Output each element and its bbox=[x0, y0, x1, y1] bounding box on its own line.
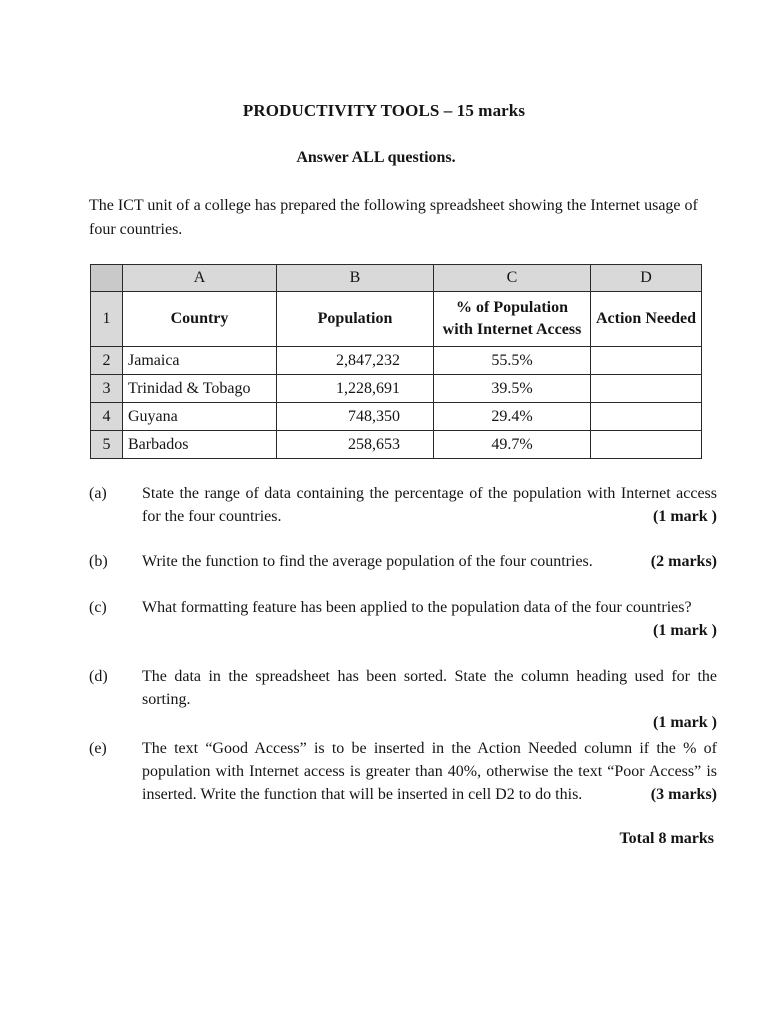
question-c-text: What formatting feature has been applied to the population data of the four countries? bbox=[142, 599, 692, 616]
internet-access-cell: 39.5% bbox=[434, 375, 591, 403]
question-e-text: The text “Good Access” is to be inserted in the Action Needed column if the % of population with Internet access is greater than 40%, otherwise the text “Poor Access” is inserted. Write the function that will be inserted in cell D2 to do this. bbox=[142, 740, 717, 803]
internet-access-heading-line2: with Internet Access bbox=[442, 321, 582, 338]
country-cell: Jamaica bbox=[123, 347, 277, 375]
question-b bbox=[89, 550, 717, 573]
question-letter: (d) bbox=[89, 668, 108, 685]
row-number: 5 bbox=[91, 431, 123, 459]
row-number: 4 bbox=[91, 403, 123, 431]
question-text bbox=[142, 482, 717, 528]
spreadsheet-table bbox=[90, 264, 702, 459]
question-marks: (1 mark ) bbox=[653, 508, 717, 525]
question-text bbox=[142, 737, 717, 806]
question-c bbox=[89, 596, 717, 642]
question-marks: (1 mark ) bbox=[653, 714, 717, 731]
action-needed-cell bbox=[591, 347, 702, 375]
corner-cell bbox=[91, 265, 123, 292]
table-row bbox=[91, 431, 702, 459]
action-needed-cell bbox=[591, 403, 702, 431]
action-needed-cell bbox=[591, 375, 702, 403]
question-letter: (a) bbox=[89, 485, 107, 502]
question-a-text: State the range of data containing the percentage of the population with Internet access for the four countries. bbox=[142, 485, 717, 525]
table-row bbox=[91, 347, 702, 375]
column-letter-b: B bbox=[277, 265, 434, 292]
question-text bbox=[142, 550, 717, 573]
action-needed-heading: Action Needed bbox=[591, 292, 702, 347]
page-title: PRODUCTIVITY TOOLS – 15 marks bbox=[242, 101, 526, 120]
column-letter-a: A bbox=[123, 265, 277, 292]
question-marks: (2 marks) bbox=[650, 553, 717, 570]
action-needed-cell bbox=[591, 431, 702, 459]
population-cell: 748,350 bbox=[277, 403, 434, 431]
column-letter-c: C bbox=[434, 265, 591, 292]
population-cell: 258,653 bbox=[277, 431, 434, 459]
question-text bbox=[142, 665, 717, 734]
question-b-text: Write the function to find the average population of the four countries. bbox=[142, 553, 593, 570]
population-cell: 2,847,232 bbox=[277, 347, 434, 375]
question-d-text: The data in the spreadsheet has been sorted. State the column heading used for the sorting. bbox=[142, 668, 717, 708]
row-number: 1 bbox=[91, 292, 123, 347]
question-text bbox=[142, 596, 717, 642]
internet-access-heading bbox=[434, 292, 591, 347]
row-number: 2 bbox=[91, 347, 123, 375]
label-row bbox=[91, 292, 702, 347]
question-e bbox=[89, 737, 717, 806]
total-marks: Total 8 marks bbox=[619, 830, 714, 847]
column-letter-row bbox=[91, 265, 702, 292]
question-a bbox=[89, 482, 717, 528]
population-heading: Population bbox=[277, 292, 434, 347]
question-marks: (1 mark ) bbox=[653, 622, 717, 639]
question-d bbox=[89, 665, 717, 734]
internet-access-cell: 49.7% bbox=[434, 431, 591, 459]
table-row bbox=[91, 375, 702, 403]
country-cell: Barbados bbox=[123, 431, 277, 459]
question-letter: (b) bbox=[89, 553, 108, 570]
instruction-heading: Answer ALL questions. bbox=[296, 149, 456, 166]
question-letter: (c) bbox=[89, 599, 107, 616]
country-cell: Trinidad & Tobago bbox=[123, 375, 277, 403]
question-letter: (e) bbox=[89, 740, 107, 757]
internet-access-heading-line1: % of Population bbox=[455, 299, 568, 316]
table-row bbox=[91, 403, 702, 431]
intro-paragraph: The ICT unit of a college has prepared the following spreadsheet showing the Internet usage of four countries. bbox=[89, 197, 698, 238]
column-letter-d: D bbox=[591, 265, 702, 292]
internet-access-cell: 29.4% bbox=[434, 403, 591, 431]
population-cell: 1,228,691 bbox=[277, 375, 434, 403]
question-marks: (3 marks) bbox=[650, 786, 717, 803]
country-heading: Country bbox=[123, 292, 277, 347]
row-number: 3 bbox=[91, 375, 123, 403]
internet-access-cell: 55.5% bbox=[434, 347, 591, 375]
country-cell: Guyana bbox=[123, 403, 277, 431]
